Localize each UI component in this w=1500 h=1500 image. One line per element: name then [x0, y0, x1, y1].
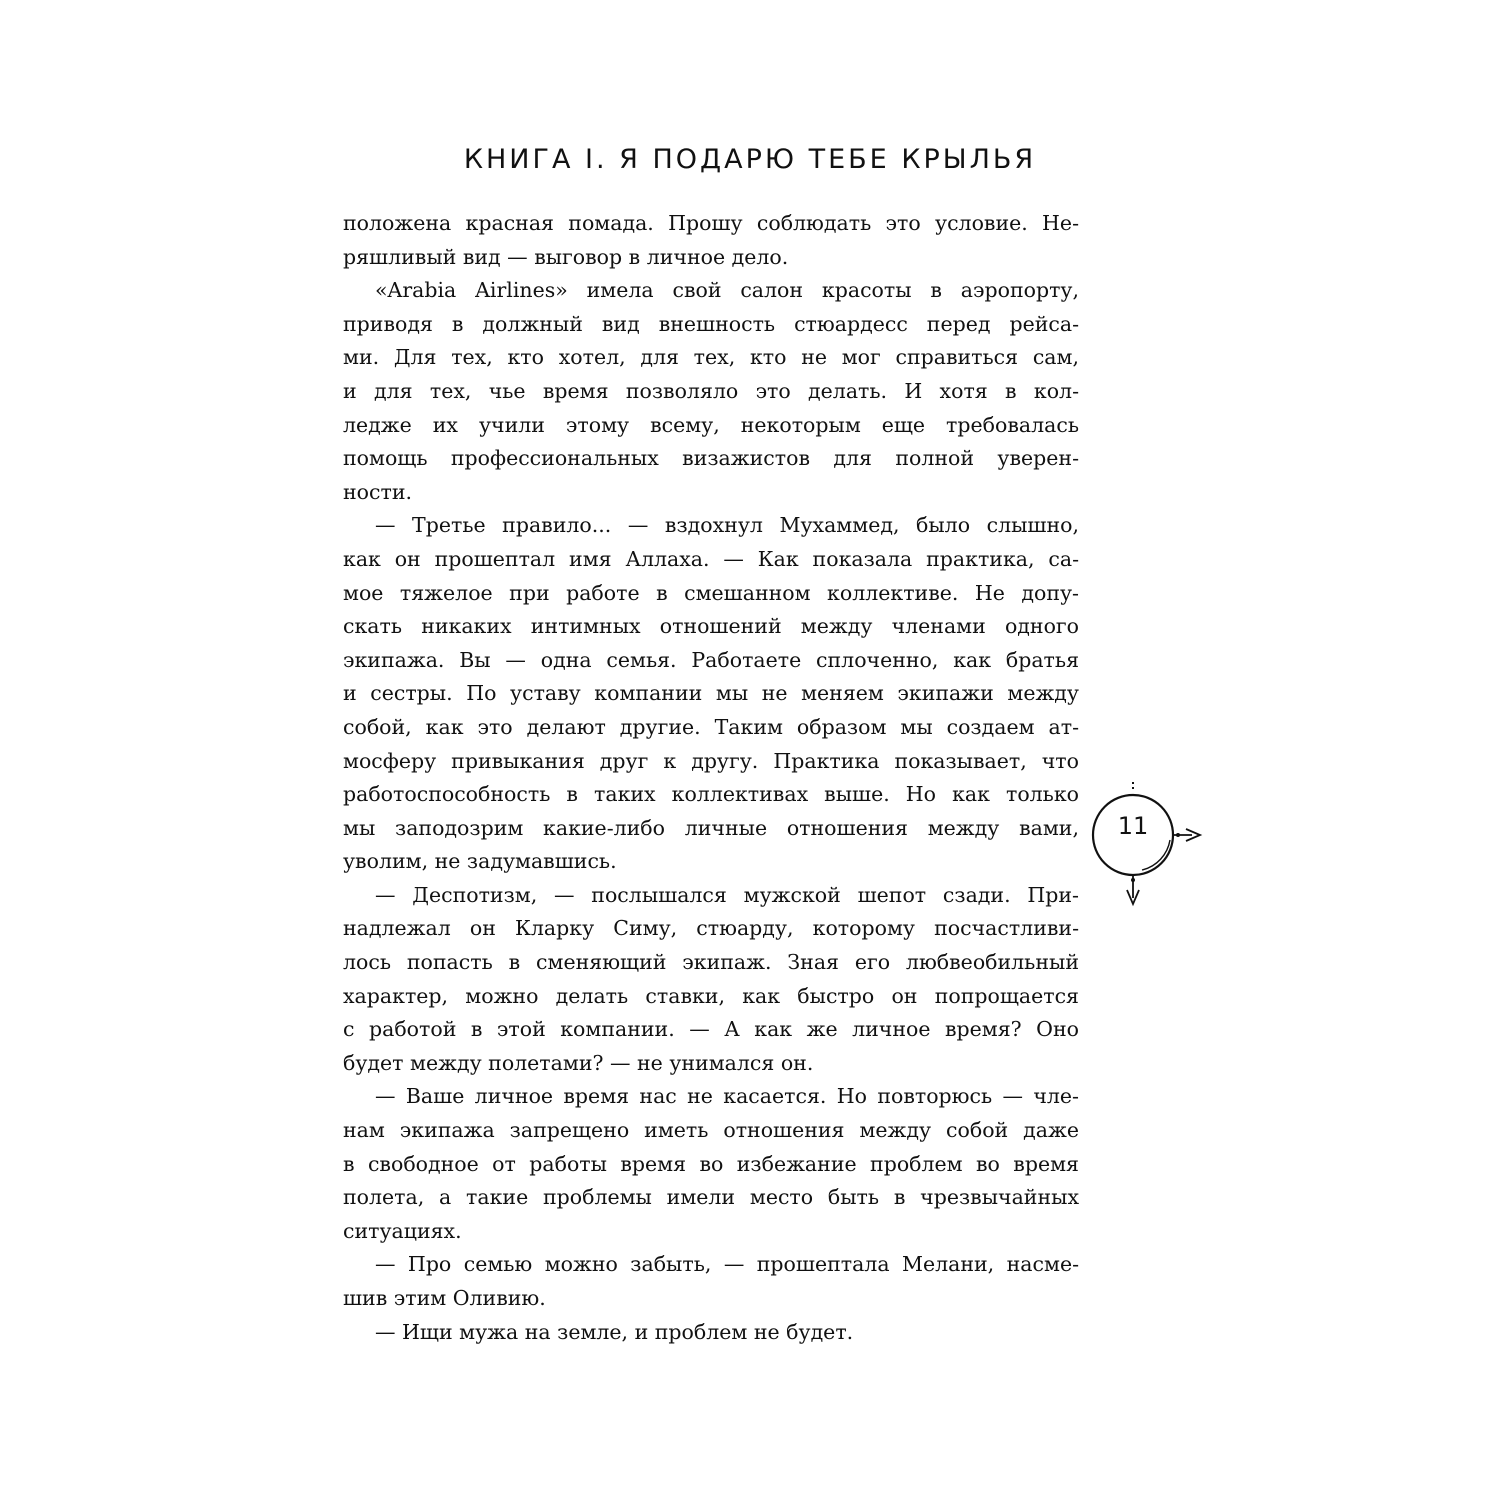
text-line: лось попасть в сменяющий экипаж. Зная его любвеобильный	[343, 950, 1079, 975]
text-line: экипажа. Вы — одна семья. Работаете сплоченно, как братья	[343, 647, 1079, 672]
text-line: положена красная помада. Прошу соблюдать это условие. Не-	[343, 211, 1079, 235]
text-line: уволим, не задумавшись.	[343, 849, 617, 874]
text-line: как он прошептал имя Аллаха. — Как показала практика, са-	[343, 546, 1079, 571]
text-line: в свободное от работы время во избежание проблем во время	[343, 1151, 1079, 1176]
text-line: — Ваше личное время нас не касается. Но повторюсь — чле-	[375, 1084, 1079, 1109]
text-line: с работой в этой компании. — А как же личное время? Оно	[343, 1017, 1079, 1042]
page-marker-compass-icon	[1082, 780, 1212, 910]
text-line: и сестры. По уставу компании мы не меняем экипажи между	[343, 681, 1079, 706]
text-line: шив этим Оливию.	[343, 1286, 546, 1310]
text-line: ряшливый вид — выговор в личное дело.	[343, 244, 789, 269]
text-line: помощь профессиональных визажистов для полной уверен-	[343, 446, 1079, 471]
text-line: ситуациях.	[343, 1218, 462, 1243]
text-line: характер, можно делать ставки, как быстро он попрощается	[343, 983, 1079, 1008]
text-line: — Про семью можно забыть, — прошептала Мелани, насме-	[375, 1252, 1079, 1277]
text-line: приводя в должный вид внешность стюардесс перед рейса-	[343, 311, 1079, 336]
text-line: и для тех, чье время позволяло это делать. И хотя в кол-	[343, 378, 1079, 403]
text-line: — Третье правило... — вздохнул Мухаммед, было слышно,	[375, 513, 1079, 538]
text-line: будет между полетами? — не унимался он.	[343, 1050, 814, 1075]
text-line: ледже их учили этому всему, некоторым еще требовалась	[343, 412, 1079, 437]
text-line: мы заподозрим какие-либо личные отношения между вами,	[343, 815, 1079, 840]
text-line: ми. Для тех, кто хотел, для тех, кто не мог справиться сам,	[343, 345, 1079, 370]
text-line: полета, а такие проблемы имели место быть в чрезвычайных	[343, 1185, 1079, 1210]
running-header: КНИГА I. Я ПОДАРЮ ТЕБЕ КРЫЛЬЯ	[463, 144, 1037, 175]
text-line: ности.	[343, 479, 413, 504]
text-line: надлежал он Кларку Симу, стюарду, которому посчастливи-	[343, 916, 1079, 941]
text-line: скать никаких интимных отношений между членами одного	[343, 614, 1079, 639]
text-line: мосферу привыкания друг к другу. Практика показывает, что	[343, 748, 1079, 773]
page-number: 11	[1117, 812, 1149, 840]
text-line: — Ищи мужа на земле, и проблем не будет.	[375, 1319, 854, 1344]
text-line: мое тяжелое при работе в смешанном коллективе. Не допу-	[343, 580, 1079, 605]
body-text	[343, 207, 1079, 1349]
text-line: собой, как это делают другие. Таким образом мы создаем ат-	[343, 714, 1079, 739]
text-line: работоспособность в таких коллективах выше. Но как только	[343, 782, 1079, 807]
text-line: нам экипажа запрещено иметь отношения между собой даже	[343, 1118, 1079, 1143]
text-line: — Деспотизм, — послышался мужской шепот сзади. При-	[375, 882, 1079, 907]
text-line: «Arabia Airlines» имела свой салон красоты в аэропорту,	[375, 278, 1079, 303]
